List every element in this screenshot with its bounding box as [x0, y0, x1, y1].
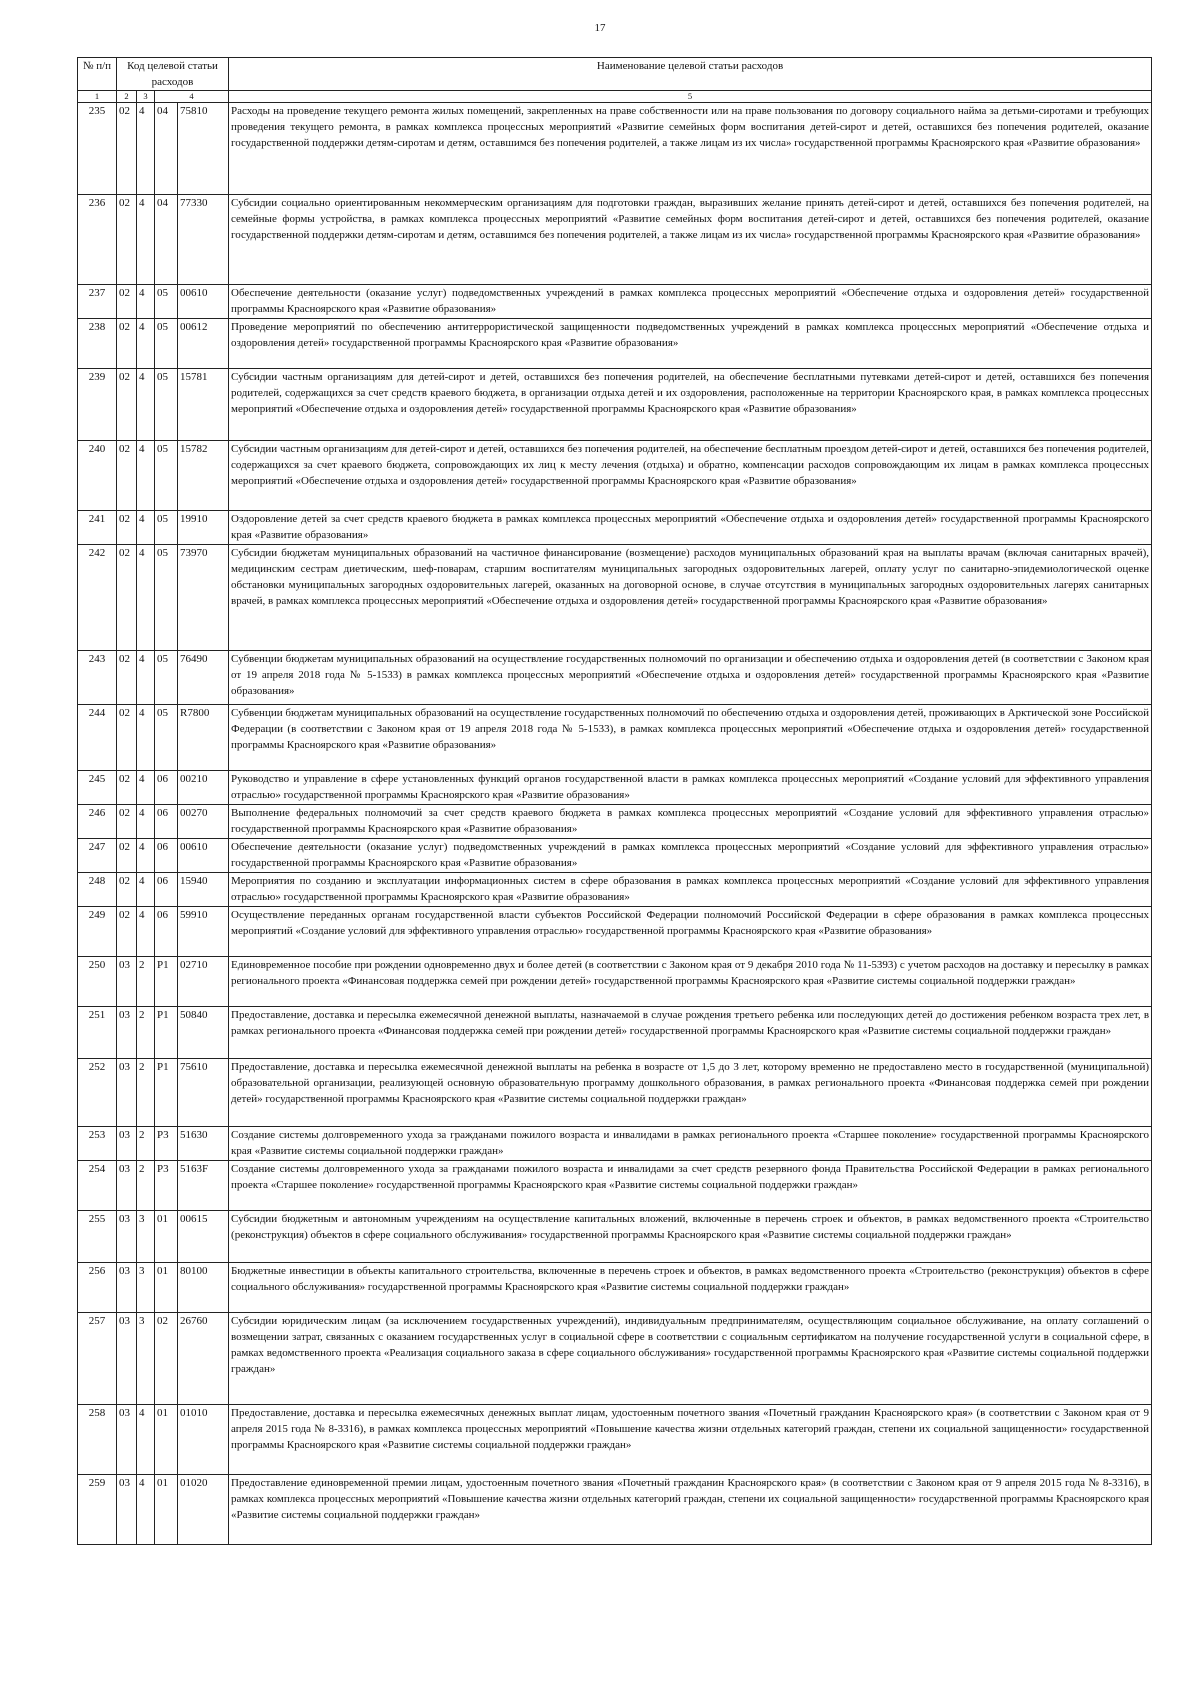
code-part-2: 4 — [137, 873, 155, 907]
expense-description: Руководство и управление в сфере установленных функций органов государственной власти в рамках комплекса процессных мероприятий «Создание условий для эффективного управления отраслью» государственной программы Красноярского края «Развитие образования» — [229, 771, 1152, 805]
code-part-3: P3 — [155, 1127, 178, 1161]
code-part-2: 4 — [137, 805, 155, 839]
code-part-4: 15781 — [178, 369, 229, 441]
table-row — [78, 285, 1152, 319]
row-number: 243 — [78, 651, 117, 705]
row-number: 251 — [78, 1007, 117, 1059]
row-number: 257 — [78, 1313, 117, 1405]
row-number: 244 — [78, 705, 117, 771]
code-part-4: 5163F — [178, 1161, 229, 1211]
code-part-4: 00610 — [178, 839, 229, 873]
code-part-1: 02 — [117, 545, 137, 651]
code-part-4: 00210 — [178, 771, 229, 805]
code-part-2: 4 — [137, 103, 155, 195]
table-row — [78, 103, 1152, 195]
row-number: 252 — [78, 1059, 117, 1127]
code-part-3: 01 — [155, 1405, 178, 1475]
code-part-3: 05 — [155, 705, 178, 771]
table-row — [78, 369, 1152, 441]
code-part-3: 05 — [155, 511, 178, 545]
code-part-1: 02 — [117, 705, 137, 771]
code-part-1: 02 — [117, 369, 137, 441]
code-part-3: 06 — [155, 873, 178, 907]
code-part-4: 19910 — [178, 511, 229, 545]
table-row — [78, 771, 1152, 805]
code-part-1: 03 — [117, 1475, 137, 1545]
row-number: 242 — [78, 545, 117, 651]
header-code: Код целевой статьи расходов — [117, 58, 229, 91]
code-part-2: 4 — [137, 511, 155, 545]
code-part-1: 02 — [117, 511, 137, 545]
table-row — [78, 839, 1152, 873]
code-part-1: 02 — [117, 771, 137, 805]
code-part-1: 02 — [117, 805, 137, 839]
table-row — [78, 1313, 1152, 1405]
code-part-4: 00270 — [178, 805, 229, 839]
expense-description: Осуществление переданных органам государственной власти субъектов Российской Федерации полномочий Российской Федерации в сфере образования в рамках комплекса процессных мероприятий «Создание условий для эффективного управления отраслью» государственной программы Красноярского края «Развитие образования» — [229, 907, 1152, 957]
code-part-4: 26760 — [178, 1313, 229, 1405]
code-part-4: 02710 — [178, 957, 229, 1007]
column-index: 3 — [137, 91, 155, 103]
row-number: 239 — [78, 369, 117, 441]
code-part-3: 01 — [155, 1263, 178, 1313]
row-number: 235 — [78, 103, 117, 195]
code-part-3: 01 — [155, 1475, 178, 1545]
code-part-2: 4 — [137, 545, 155, 651]
code-part-2: 4 — [137, 1475, 155, 1545]
code-part-1: 02 — [117, 285, 137, 319]
row-number: 245 — [78, 771, 117, 805]
table-row — [78, 319, 1152, 369]
table-body — [78, 103, 1152, 1545]
code-part-3: P1 — [155, 1059, 178, 1127]
code-part-2: 2 — [137, 1059, 155, 1127]
code-part-3: 05 — [155, 285, 178, 319]
code-part-3: 01 — [155, 1211, 178, 1263]
code-part-2: 4 — [137, 441, 155, 511]
code-part-1: 02 — [117, 907, 137, 957]
code-part-3: 06 — [155, 805, 178, 839]
row-number: 250 — [78, 957, 117, 1007]
code-part-1: 03 — [117, 1127, 137, 1161]
row-number: 249 — [78, 907, 117, 957]
target-expense-table — [77, 57, 1152, 1545]
code-part-3: 04 — [155, 195, 178, 285]
row-number: 236 — [78, 195, 117, 285]
code-part-4: 76490 — [178, 651, 229, 705]
table-row — [78, 873, 1152, 907]
expense-description: Единовременное пособие при рождении одновременно двух и более детей (в соответствии с Законом края от 9 декабря 2010 года № 11-5393) с учетом расходов на доставку и пересылку в рамках регионального проекта «Финансовая поддержка семей при рождении детей» государственной программы Красноярского края «Развитие системы социальной поддержки граждан» — [229, 957, 1152, 1007]
code-part-4: 77330 — [178, 195, 229, 285]
expense-description: Предоставление единовременной премии лицам, удостоенным почетного звания «Почетный гражданин Красноярского края» (в соответствии с Законом края от 9 апреля 2015 года № 8-3316), в рамках комплекса процессных мероприятий «Повышение качества жизни отдельных категорий граждан, степени их социальной защищенности» государственной программы Красноярского края «Развитие системы социальной поддержки граждан» — [229, 1475, 1152, 1545]
code-part-1: 03 — [117, 1161, 137, 1211]
table-row — [78, 511, 1152, 545]
row-number: 255 — [78, 1211, 117, 1263]
code-part-4: 51630 — [178, 1127, 229, 1161]
expense-description: Обеспечение деятельности (оказание услуг) подведомственных учреждений в рамках комплекса процессных мероприятий «Обеспечение отдыха и оздоровления детей» государственной программы Красноярского края «Развитие образования» — [229, 285, 1152, 319]
expense-description: Создание системы долговременного ухода за гражданами пожилого возраста и инвалидами за счет средств резервного фонда Правительства Российской Федерации в рамках регионального проекта «Старшее поколение» государственной программы Красноярского края «Развитие системы социальной поддержки граждан» — [229, 1161, 1152, 1211]
table-row — [78, 1405, 1152, 1475]
code-part-2: 2 — [137, 1161, 155, 1211]
code-part-1: 02 — [117, 195, 137, 285]
table-row — [78, 1161, 1152, 1211]
row-number: 256 — [78, 1263, 117, 1313]
code-part-2: 3 — [137, 1263, 155, 1313]
code-part-1: 03 — [117, 1007, 137, 1059]
code-part-3: 05 — [155, 441, 178, 511]
expense-description: Предоставление, доставка и пересылка ежемесячных денежных выплат лицам, удостоенным почетного звания «Почетный гражданин Красноярского края» (в соответствии с Законом края от 9 апреля 2015 года № 8-3316), в рамках комплекса процессных мероприятий «Повышение качества жизни отдельных категорий граждан, степени их социальной защищенности» государственной программы Красноярского края «Развитие системы социальной поддержки граждан» — [229, 1405, 1152, 1475]
table-row — [78, 1127, 1152, 1161]
code-part-2: 3 — [137, 1313, 155, 1405]
code-part-3: P1 — [155, 957, 178, 1007]
code-part-2: 4 — [137, 1405, 155, 1475]
table-row — [78, 195, 1152, 285]
table-row — [78, 1263, 1152, 1313]
code-part-3: 06 — [155, 839, 178, 873]
table-row — [78, 805, 1152, 839]
code-part-2: 4 — [137, 319, 155, 369]
code-part-1: 02 — [117, 441, 137, 511]
expense-description: Субсидии частным организациям для детей-сирот и детей, оставшихся без попечения родителей, на обеспечение бесплатными путевками детей-сирот и детей, оставшихся без попечения родителей, содержащихся за счет средств краевого бюджета, в организации отдыха детей и их оздоровления, расположенные на территории Красноярского края, в рамках комплекса процессных мероприятий «Обеспечение отдыха и оздоровления детей» государственной программы Красноярского края «Развитие образования» — [229, 369, 1152, 441]
column-index: 4 — [155, 91, 229, 103]
column-index-row — [78, 91, 1152, 103]
code-part-4: 15782 — [178, 441, 229, 511]
code-part-3: 05 — [155, 651, 178, 705]
code-part-4: 75810 — [178, 103, 229, 195]
row-number: 246 — [78, 805, 117, 839]
row-number: 259 — [78, 1475, 117, 1545]
code-part-3: 05 — [155, 369, 178, 441]
code-part-4: 73970 — [178, 545, 229, 651]
code-part-1: 02 — [117, 839, 137, 873]
code-part-1: 03 — [117, 1059, 137, 1127]
code-part-3: 05 — [155, 545, 178, 651]
code-part-4: 80100 — [178, 1263, 229, 1313]
code-part-2: 3 — [137, 1211, 155, 1263]
table-row — [78, 705, 1152, 771]
code-part-1: 02 — [117, 103, 137, 195]
code-part-4: 00612 — [178, 319, 229, 369]
code-part-4: 01020 — [178, 1475, 229, 1545]
code-part-2: 4 — [137, 195, 155, 285]
expense-description: Предоставление, доставка и пересылка ежемесячной денежной выплаты на ребенка в возрасте от 1,5 до 3 лет, которому временно не предоставлено место в государственной (муниципальной) образовательной организации, реализующей основную образовательную программу дошкольного образования, в рамках регионального проекта «Финансовая поддержка семей при рождении детей» государственной программы Красноярского края «Развитие системы социальной поддержки граждан» — [229, 1059, 1152, 1127]
expense-description: Создание системы долговременного ухода за гражданами пожилого возраста и инвалидами в рамках регионального проекта «Старшее поколение» государственной программы Красноярского края «Развитие системы социальной поддержки граждан» — [229, 1127, 1152, 1161]
row-number: 253 — [78, 1127, 117, 1161]
expense-description: Обеспечение деятельности (оказание услуг) подведомственных учреждений в рамках комплекса процессных мероприятий «Создание условий для эффективного управления отраслью» государственной программы Красноярского края «Развитие образования» — [229, 839, 1152, 873]
code-part-1: 03 — [117, 1405, 137, 1475]
code-part-3: 06 — [155, 771, 178, 805]
code-part-4: R7800 — [178, 705, 229, 771]
row-number: 247 — [78, 839, 117, 873]
code-part-4: 59910 — [178, 907, 229, 957]
code-part-1: 02 — [117, 651, 137, 705]
code-part-2: 2 — [137, 957, 155, 1007]
code-part-2: 4 — [137, 907, 155, 957]
code-part-2: 4 — [137, 369, 155, 441]
expense-description: Субвенции бюджетам муниципальных образований на осуществление государственных полномочий по организации и обеспечению отдыха и оздоровления детей (в соответствии с Законом края от 19 апреля 2018 года № 5-1533) в рамках комплекса процессных мероприятий «Обеспечение отдыха и оздоровления детей» государственной программы Красноярского края «Развитие образования» — [229, 651, 1152, 705]
expense-description: Оздоровление детей за счет средств краевого бюджета в рамках комплекса процессных мероприятий «Обеспечение отдыха и оздоровления детей» государственной программы Красноярского края «Развитие образования» — [229, 511, 1152, 545]
table-header-row — [78, 58, 1152, 91]
row-number: 240 — [78, 441, 117, 511]
table-row — [78, 651, 1152, 705]
row-number: 258 — [78, 1405, 117, 1475]
table-row — [78, 1059, 1152, 1127]
row-number: 238 — [78, 319, 117, 369]
code-part-2: 4 — [137, 285, 155, 319]
code-part-2: 4 — [137, 651, 155, 705]
code-part-1: 03 — [117, 1263, 137, 1313]
table-row — [78, 1211, 1152, 1263]
column-index: 2 — [117, 91, 137, 103]
expense-description: Субсидии частным организациям для детей-сирот и детей, оставшихся без попечения родителей, на обеспечение бесплатным проездом детей-сирот и детей, оставшихся без попечения родителей, содержащихся за счет краевого бюджета, сопровождающих их лиц к месту лечения (отдыха) и обратно, компенсации расходов сопровождающим их лицам в рамках комплекса процессных мероприятий «Обеспечение отдыха и оздоровления детей» государственной программы Красноярского края «Развитие образования» — [229, 441, 1152, 511]
code-part-4: 50840 — [178, 1007, 229, 1059]
code-part-2: 4 — [137, 771, 155, 805]
code-part-3: 04 — [155, 103, 178, 195]
row-number: 237 — [78, 285, 117, 319]
expense-description: Субвенции бюджетам муниципальных образований на осуществление государственных полномочий по обеспечению отдыха и оздоровления детей, проживающих в Арктической зоне Российской Федерации (в соответствии с Законом края от 19 апреля 2018 года № 5-1533), в рамках комплекса процессных мероприятий «Обеспечение отдыха и оздоровления детей» государственной программы Красноярского края «Развитие образования» — [229, 705, 1152, 771]
code-part-1: 03 — [117, 957, 137, 1007]
expense-description: Субсидии бюджетным и автономным учреждениям на осуществление капитальных вложений, включенные в перечень строек и объектов, в рамках ведомственного проекта «Строительство (реконструкция) объектов в сфере социального обслуживания» государственной программы Красноярского края «Развитие системы социальной поддержки граждан» — [229, 1211, 1152, 1263]
table-row — [78, 1007, 1152, 1059]
code-part-3: 05 — [155, 319, 178, 369]
row-number: 248 — [78, 873, 117, 907]
code-part-4: 15940 — [178, 873, 229, 907]
row-number: 254 — [78, 1161, 117, 1211]
code-part-1: 02 — [117, 873, 137, 907]
table-row — [78, 1475, 1152, 1545]
table-row — [78, 441, 1152, 511]
code-part-2: 4 — [137, 839, 155, 873]
code-part-3: 06 — [155, 907, 178, 957]
code-part-3: P3 — [155, 1161, 178, 1211]
code-part-2: 4 — [137, 705, 155, 771]
code-part-3: 02 — [155, 1313, 178, 1405]
page-number: 17 — [594, 22, 606, 34]
expense-description: Субсидии юридическим лицам (за исключением государственных учреждений), индивидуальным предпринимателям, осуществляющим социальное обслуживание, на оплату соглашений о возмещении затрат, связанных с оказанием государственных услуг в социальной сфере в соответствии с социальным сертификатом на получение государственной услуги в социальной сфере, в рамках ведомственного проекта «Реализация социального заказа в сфере социального обслуживания» государственной программы Красноярского края «Развитие системы социальной поддержки граждан» — [229, 1313, 1152, 1405]
code-part-4: 00610 — [178, 285, 229, 319]
code-part-4: 01010 — [178, 1405, 229, 1475]
expense-description: Предоставление, доставка и пересылка ежемесячной денежной выплаты, назначаемой в случае рождения третьего ребенка или последующих детей до достижения ребенком возраста трех лет, в рамках регионального проекта «Финансовая поддержка семей при рождении детей» государственной программы Красноярского края «Развитие системы социальной поддержки граждан» — [229, 1007, 1152, 1059]
expense-description: Мероприятия по созданию и эксплуатации информационных систем в сфере образования в рамках комплекса процессных мероприятий «Создание условий для эффективного управления отраслью» государственной программы Красноярского края «Развитие образования» — [229, 873, 1152, 907]
table-row — [78, 545, 1152, 651]
header-number: № п/п — [78, 58, 117, 91]
code-part-1: 03 — [117, 1313, 137, 1405]
code-part-3: P1 — [155, 1007, 178, 1059]
column-index: 5 — [229, 91, 1152, 103]
table-row — [78, 907, 1152, 957]
code-part-4: 75610 — [178, 1059, 229, 1127]
column-index: 1 — [78, 91, 117, 103]
table-row — [78, 957, 1152, 1007]
header-name: Наименование целевой статьи расходов — [229, 58, 1152, 91]
expense-description: Субсидии бюджетам муниципальных образований на частичное финансирование (возмещение) расходов муниципальных образований края на выплаты врачам (включая санитарных врачей), медицинским сестрам диетическим, шеф-поварам, старшим воспитателям муниципальных загородных оздоровительных лагерей, оплату услуг по санитарно-эпидемиологической оценке обстановки муниципальных загородных оздоровительных лагерей, оказанных на договорной основе, в случае отсутствия в муниципальных загородных оздоровительных лагерях санитарных врачей, в рамках комплекса процессных мероприятий «Обеспечение отдыха и оздоровления детей» государственной программы Красноярского края «Развитие образования» — [229, 545, 1152, 651]
expense-description: Расходы на проведение текущего ремонта жилых помещений, закрепленных на праве собственности или на праве пользования по договору социального найма за детьми-сиротами и требующих проведения текущего ремонта, в рамках комплекса процессных мероприятий «Развитие семейных форм воспитания детей-сирот и детей, оставшихся без попечения родителей, оказание государственной поддержки детям-сиротам и детям, оставшимся без попечения родителей, а также лицам из их числа» государственной программы Красноярского края «Развитие образования» — [229, 103, 1152, 195]
expense-description: Бюджетные инвестиции в объекты капитального строительства, включенные в перечень строек и объектов, в рамках ведомственного проекта «Строительство (реконструкция) объектов в сфере социального обслуживания» государственной программы Красноярского края «Развитие системы социальной поддержки граждан» — [229, 1263, 1152, 1313]
row-number: 241 — [78, 511, 117, 545]
expense-description: Проведение мероприятий по обеспечению антитеррористической защищенности подведомственных учреждений в рамках комплекса процессных мероприятий «Обеспечение отдыха и оздоровления детей» государственной программы Красноярского края «Развитие образования» — [229, 319, 1152, 369]
code-part-4: 00615 — [178, 1211, 229, 1263]
code-part-2: 2 — [137, 1007, 155, 1059]
expense-description: Выполнение федеральных полномочий за счет средств краевого бюджета в рамках комплекса процессных мероприятий «Создание условий для эффективного управления отраслью» государственной программы Красноярского края «Развитие образования» — [229, 805, 1152, 839]
code-part-1: 02 — [117, 319, 137, 369]
code-part-2: 2 — [137, 1127, 155, 1161]
code-part-1: 03 — [117, 1211, 137, 1263]
expense-description: Субсидии социально ориентированным некоммерческим организациям для подготовки граждан, выразивших желание принять детей-сирот и детей, оставшихся без попечения родителей, на семейные формы устройства, в рамках комплекса процессных мероприятий «Развитие семейных форм воспитания детей-сирот и детей, оставшихся без попечения родителей, оказание государственной поддержки детям-сиротам и детям, оставшимся без попечения родителей, а также лицам из их числа» государственной программы Красноярского края «Развитие образования» — [229, 195, 1152, 285]
